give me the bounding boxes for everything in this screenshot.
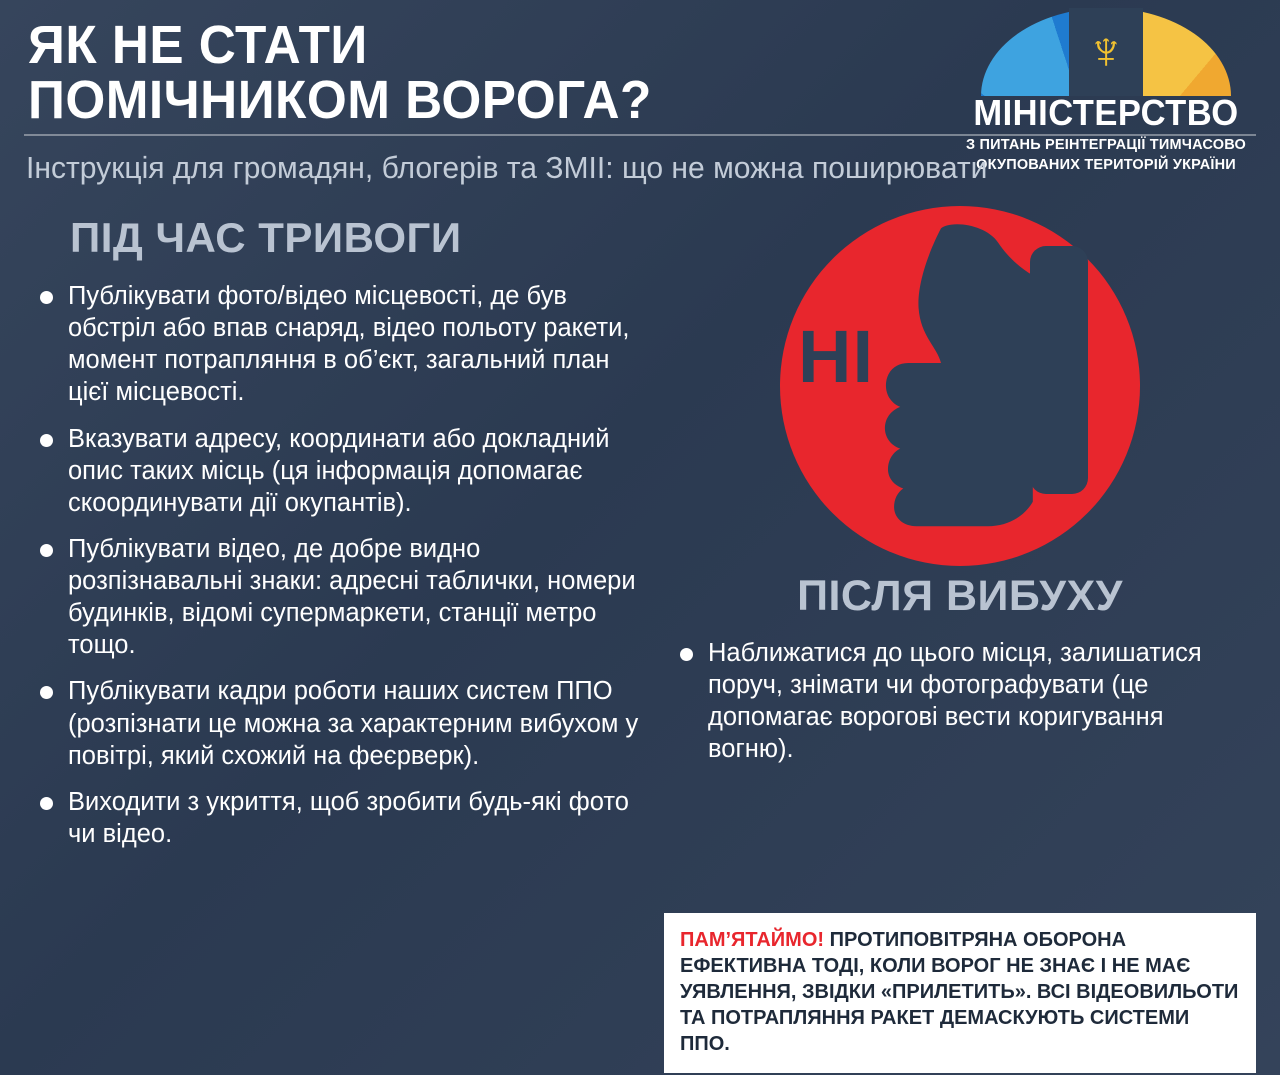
poster-header (0, 0, 1280, 196)
ministry-name: МІНІСТЕРСТВО (973, 92, 1239, 133)
page-subtitle: Інструкція для громадян, блогерів та ЗМІІ: що не можна поширювати (26, 150, 988, 185)
ministry-subtitle-line-1: З ПИТАНЬ РЕІНТЕГРАЦІЇ ТИМЧАСОВО (965, 137, 1247, 153)
ministry-subtitle-line-2: ОКУПОВАНИХ ТЕРИТОРІЙ УКРАЇНИ (976, 157, 1236, 174)
header-divider (24, 134, 1256, 136)
list-item: Публікувати кадри роботи наших систем ППО (розпізнати це можна за характерним вибухом у повітрі, який схожий на феєрверк). (24, 675, 650, 771)
right-points-list (664, 637, 1256, 766)
list-item: Публікувати відео, де добре видно розпізнавальні знаки: адресні таблички, номери будинків, відомі супермаркети, станції метро тощо. (24, 533, 650, 662)
section-title-after-explosion: ПІСЛЯ ВИБУХУ (797, 572, 1123, 620)
trident-icon: ♆ (1085, 21, 1127, 81)
left-points-list (24, 280, 650, 850)
ministry-logo (956, 8, 1256, 175)
thumbs-down-badge (780, 206, 1140, 566)
remember-note (664, 913, 1256, 1073)
list-item: Публікувати фото/відео місцевості, де був обстріл або впав снаряд, відео польоту ракети, момент потрапляння в об’єкт, загальний план цієї місцевості. (24, 280, 650, 409)
ministry-emblem-icon (981, 8, 1231, 96)
page-title-line-2: ПОМІЧНИКОМ ВОРОГА? (28, 70, 652, 131)
right-column (664, 206, 1256, 1075)
list-item: Наближатися до цього місця, залишатися поруч, знімати чи фотографувати (це допомагає ворогові вести коригування вогню). (664, 637, 1256, 766)
section-title-during-alarm: ПІД ЧАС ТРИВОГИ (70, 214, 462, 261)
list-item: Вказувати адресу, координати або докладний опис таких місць (ця інформація допомагає скоординувати дії окупантів). (24, 423, 650, 519)
left-column (24, 206, 664, 1075)
note-highlight: ПАМ’ЯТАЙМО! (680, 929, 825, 951)
note-text: ПРОТИПОВІТРЯНА ОБОРОНА ЕФЕКТИВНА ТОДІ, КОЛИ ВОРОГ НЕ ЗНАЄ І НЕ МАЄ УЯВЛЕННЯ, ЗВІДКИ «ПРИЛЕТИТЬ». ВСІ ВІДЕОВИЛЬОТИ ТА ПОТРАПЛЯННЯ РАКЕТ ДЕМАСКУЮТЬ СИСТЕМИ ППО. (680, 929, 1239, 1055)
poster-body (0, 196, 1280, 1075)
page-title (28, 15, 826, 131)
page-title-line-1: ЯК НЕ СТАТИ (28, 15, 368, 75)
list-item: Виходити з укриття, щоб зробити будь-які фото чи відео. (24, 786, 650, 850)
badge-label-no: НІ (798, 315, 874, 398)
